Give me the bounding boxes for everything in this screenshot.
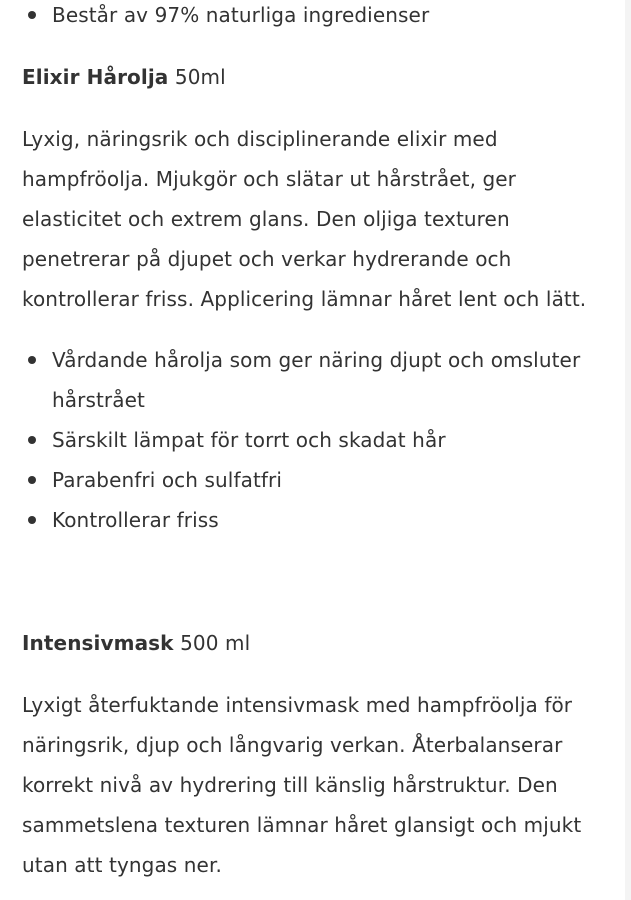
list-item: Kontrollerar friss [22,500,582,540]
list-item: Parabenfri och sulfatfri [22,460,582,500]
list-item: Vårdande hårolja som ger näring djupt och omsluter hårstrået [22,340,582,420]
mask-description: Lyxigt återfuktande intensivmask med hampfröolja för näringsrik, djup och långvarig verkan. Återbalanserar korrekt nivå av hydrering till känslig hårstruktur. Den sammetslena texturen lämnar håret glansigt och mjukt utan att tyngas ner. [22,693,582,877]
elixir-description: Lyxig, näringsrik och disciplinerande elixir med hampfröolja. Mjukgör och slätar ut hårstrået, ger elasticitet och extrem glans. Den oljiga texturen penetrerar på djupet och verkar hydrerande och kontrollerar friss. Applicering lämnar håret lent och lätt. [22,127,587,311]
bullet-icon [28,11,36,19]
mask-name: Intensivmask [22,631,174,655]
elixir-features-list [22,340,582,540]
bullet-icon [28,356,36,364]
bullet-icon [28,516,36,524]
scrollbar-track[interactable] [625,0,631,900]
bullet-icon [28,476,36,484]
bullet-icon [28,436,36,444]
elixir-name: Elixir Hårolja [22,65,169,89]
mask-heading [22,623,622,663]
ingredients-list [22,0,582,35]
mask-size: 500 ml [180,631,251,655]
list-item: Består av 97% naturliga ingredienser [22,0,582,35]
elixir-heading [22,57,622,97]
list-item: Särskilt lämpat för torrt och skadat hår [22,420,582,460]
elixir-size: 50ml [174,65,226,89]
